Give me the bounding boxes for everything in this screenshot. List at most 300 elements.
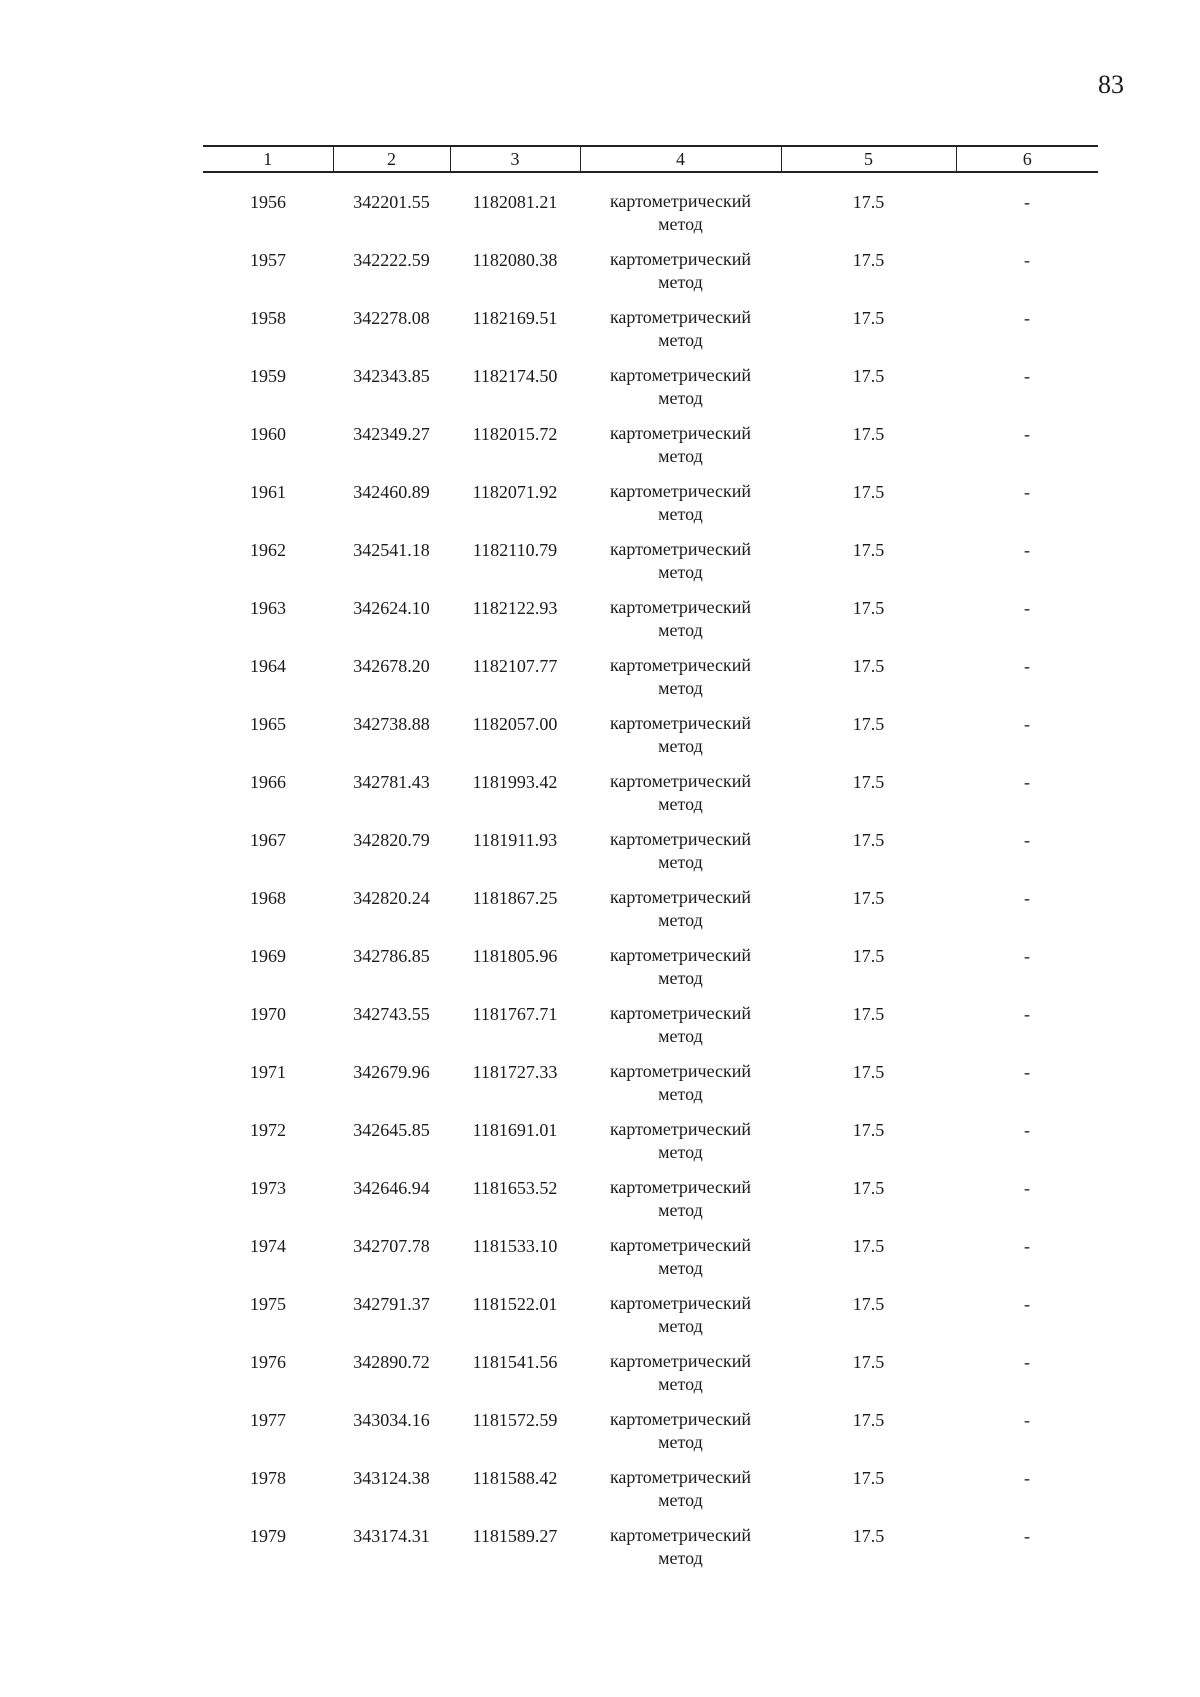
note-cell (956, 538, 1098, 596)
y-coordinate-cell (450, 596, 580, 654)
point-number-cell (203, 1118, 333, 1176)
accuracy-text: 17.5 (852, 250, 885, 270)
method-cell (580, 1002, 781, 1060)
accuracy-cell (781, 422, 956, 480)
point-number-text: 1964 (250, 656, 286, 676)
point-number-text: 1976 (250, 1352, 286, 1372)
method-cell (580, 1408, 781, 1466)
note-cell (956, 886, 1098, 944)
accuracy-text: 17.5 (852, 1526, 885, 1546)
note-cell (956, 422, 1098, 480)
note-text: - (1024, 424, 1030, 444)
point-number-text: 1972 (250, 1120, 286, 1140)
point-number-text: 1956 (250, 192, 286, 212)
y-coordinate-text: 1181727.33 (472, 1062, 558, 1082)
note-text: - (1024, 772, 1030, 792)
y-coordinate-cell (450, 1292, 580, 1350)
note-cell (956, 654, 1098, 712)
note-cell (956, 1002, 1098, 1060)
accuracy-cell (781, 828, 956, 886)
point-number-cell (203, 1408, 333, 1466)
point-number-cell (203, 1176, 333, 1234)
note-cell (956, 248, 1098, 306)
method-text: картометрический метод (609, 365, 752, 408)
y-coordinate-cell (450, 306, 580, 364)
table-header (203, 146, 1098, 172)
point-number-text: 1963 (250, 598, 286, 618)
note-text: - (1024, 366, 1030, 386)
y-coordinate-text: 1182110.79 (472, 540, 558, 560)
note-cell (956, 828, 1098, 886)
table-row (203, 538, 1098, 596)
coordinates-table (203, 145, 1098, 1582)
y-coordinate-cell (450, 1408, 580, 1466)
point-number-cell (203, 886, 333, 944)
method-text: картометрический метод (609, 887, 752, 930)
accuracy-cell (781, 944, 956, 1002)
accuracy-cell (781, 248, 956, 306)
method-text: картометрический метод (609, 1119, 752, 1162)
note-text: - (1024, 1468, 1030, 1488)
table-row (203, 596, 1098, 654)
method-cell (580, 1524, 781, 1582)
note-cell (956, 1176, 1098, 1234)
y-coordinate-cell (450, 1524, 580, 1582)
point-number-cell (203, 364, 333, 422)
x-coordinate-text: 343124.38 (353, 1468, 430, 1488)
y-coordinate-text: 1181533.10 (472, 1236, 558, 1256)
y-coordinate-cell (450, 480, 580, 538)
y-coordinate-text: 1182174.50 (472, 366, 558, 386)
point-number-text: 1979 (250, 1526, 286, 1546)
accuracy-text: 17.5 (852, 888, 885, 908)
point-number-cell (203, 1350, 333, 1408)
method-cell (580, 596, 781, 654)
method-cell (580, 1176, 781, 1234)
note-text: - (1024, 482, 1030, 502)
accuracy-cell (781, 1350, 956, 1408)
point-number-cell (203, 172, 333, 248)
x-coordinate-text: 342820.79 (353, 830, 430, 850)
method-cell (580, 828, 781, 886)
method-text: картометрический метод (609, 307, 752, 350)
x-coordinate-text: 342645.85 (353, 1120, 430, 1140)
note-cell (956, 172, 1098, 248)
point-number-cell (203, 1002, 333, 1060)
x-coordinate-cell (333, 944, 450, 1002)
x-coordinate-cell (333, 1292, 450, 1350)
x-coordinate-text: 342707.78 (353, 1236, 430, 1256)
method-text: картометрический метод (609, 597, 752, 640)
y-coordinate-text: 1182057.00 (472, 714, 558, 734)
note-text: - (1024, 714, 1030, 734)
point-number-cell (203, 654, 333, 712)
point-number-text: 1977 (250, 1410, 286, 1430)
y-coordinate-text: 1182081.21 (472, 192, 558, 212)
note-text: - (1024, 540, 1030, 560)
note-text: - (1024, 1120, 1030, 1140)
accuracy-text: 17.5 (852, 1178, 885, 1198)
y-coordinate-cell (450, 1060, 580, 1118)
x-coordinate-cell (333, 886, 450, 944)
point-number-text: 1961 (250, 482, 286, 502)
y-coordinate-cell (450, 770, 580, 828)
accuracy-cell (781, 770, 956, 828)
note-text: - (1024, 1004, 1030, 1024)
note-text: - (1024, 308, 1030, 328)
method-cell (580, 1060, 781, 1118)
accuracy-text: 17.5 (852, 1352, 885, 1372)
y-coordinate-text: 1181767.71 (472, 1004, 558, 1024)
x-coordinate-text: 342786.85 (353, 946, 430, 966)
accuracy-cell (781, 596, 956, 654)
x-coordinate-text: 342678.20 (353, 656, 430, 676)
point-number-text: 1960 (250, 424, 286, 444)
note-cell (956, 944, 1098, 1002)
method-cell (580, 248, 781, 306)
x-coordinate-cell (333, 1408, 450, 1466)
table-row (203, 364, 1098, 422)
point-number-cell (203, 480, 333, 538)
method-cell (580, 306, 781, 364)
y-coordinate-cell (450, 886, 580, 944)
x-coordinate-text: 342743.55 (353, 1004, 430, 1024)
table-row (203, 1234, 1098, 1292)
y-coordinate-cell (450, 422, 580, 480)
table-row (203, 422, 1098, 480)
x-coordinate-cell (333, 654, 450, 712)
method-cell (580, 654, 781, 712)
y-coordinate-cell (450, 828, 580, 886)
y-coordinate-cell (450, 712, 580, 770)
point-number-cell (203, 944, 333, 1002)
x-coordinate-cell (333, 1350, 450, 1408)
point-number-cell (203, 1524, 333, 1582)
x-coordinate-cell (333, 1524, 450, 1582)
point-number-cell (203, 248, 333, 306)
accuracy-text: 17.5 (852, 1236, 885, 1256)
accuracy-cell (781, 1292, 956, 1350)
accuracy-text: 17.5 (852, 1004, 885, 1024)
accuracy-text: 17.5 (852, 424, 885, 444)
header-col-5: 5 (781, 146, 956, 172)
note-cell (956, 1408, 1098, 1466)
y-coordinate-cell (450, 944, 580, 1002)
point-number-text: 1965 (250, 714, 286, 734)
point-number-cell (203, 1292, 333, 1350)
y-coordinate-text: 1181911.93 (472, 830, 558, 850)
x-coordinate-cell (333, 1466, 450, 1524)
table-row (203, 770, 1098, 828)
accuracy-text: 17.5 (852, 598, 885, 618)
header-row (203, 146, 1098, 172)
x-coordinate-cell (333, 1234, 450, 1292)
table-row (203, 886, 1098, 944)
note-cell (956, 1466, 1098, 1524)
method-text: картометрический метод (609, 1351, 752, 1394)
table-row (203, 248, 1098, 306)
note-text: - (1024, 250, 1030, 270)
y-coordinate-text: 1181691.01 (472, 1120, 558, 1140)
y-coordinate-cell (450, 654, 580, 712)
x-coordinate-text: 342201.55 (353, 192, 430, 212)
method-cell (580, 1292, 781, 1350)
x-coordinate-cell (333, 172, 450, 248)
table-body (203, 172, 1098, 1582)
x-coordinate-text: 342278.08 (353, 308, 430, 328)
x-coordinate-cell (333, 480, 450, 538)
accuracy-cell (781, 886, 956, 944)
x-coordinate-text: 342222.59 (353, 250, 430, 270)
point-number-cell (203, 1466, 333, 1524)
x-coordinate-text: 342738.88 (353, 714, 430, 734)
accuracy-cell (781, 1466, 956, 1524)
x-coordinate-cell (333, 306, 450, 364)
point-number-text: 1962 (250, 540, 286, 560)
y-coordinate-cell (450, 1466, 580, 1524)
point-number-cell (203, 1234, 333, 1292)
accuracy-cell (781, 364, 956, 422)
point-number-text: 1966 (250, 772, 286, 792)
y-coordinate-text: 1182080.38 (472, 250, 558, 270)
table-row (203, 1176, 1098, 1234)
accuracy-cell (781, 480, 956, 538)
method-cell (580, 712, 781, 770)
note-cell (956, 1118, 1098, 1176)
note-text: - (1024, 1294, 1030, 1314)
x-coordinate-text: 343174.31 (353, 1526, 430, 1546)
point-number-text: 1959 (250, 366, 286, 386)
method-text: картометрический метод (609, 481, 752, 524)
table-row (203, 712, 1098, 770)
method-cell (580, 538, 781, 596)
point-number-text: 1958 (250, 308, 286, 328)
y-coordinate-text: 1181653.52 (472, 1178, 558, 1198)
note-cell (956, 1060, 1098, 1118)
note-cell (956, 306, 1098, 364)
accuracy-cell (781, 172, 956, 248)
y-coordinate-text: 1181589.27 (472, 1526, 558, 1546)
point-number-cell (203, 306, 333, 364)
table-row (203, 828, 1098, 886)
x-coordinate-cell (333, 596, 450, 654)
y-coordinate-cell (450, 172, 580, 248)
x-coordinate-text: 342890.72 (353, 1352, 430, 1372)
y-coordinate-text: 1181867.25 (472, 888, 558, 908)
method-cell (580, 1350, 781, 1408)
accuracy-text: 17.5 (852, 714, 885, 734)
table-row (203, 1350, 1098, 1408)
x-coordinate-text: 343034.16 (353, 1410, 430, 1430)
method-cell (580, 886, 781, 944)
accuracy-text: 17.5 (852, 192, 885, 212)
note-cell (956, 596, 1098, 654)
method-cell (580, 480, 781, 538)
method-text: картометрический метод (609, 423, 752, 466)
y-coordinate-cell (450, 248, 580, 306)
table-row (203, 1408, 1098, 1466)
method-cell (580, 1234, 781, 1292)
y-coordinate-cell (450, 1234, 580, 1292)
note-cell (956, 770, 1098, 828)
y-coordinate-text: 1181588.42 (472, 1468, 558, 1488)
x-coordinate-text: 342541.18 (353, 540, 430, 560)
note-text: - (1024, 656, 1030, 676)
y-coordinate-text: 1182071.92 (472, 482, 558, 502)
accuracy-cell (781, 1524, 956, 1582)
method-text: картометрический метод (609, 1003, 752, 1046)
method-cell (580, 172, 781, 248)
accuracy-cell (781, 1060, 956, 1118)
x-coordinate-text: 342820.24 (353, 888, 430, 908)
x-coordinate-text: 342791.37 (353, 1294, 430, 1314)
table-row (203, 944, 1098, 1002)
method-text: картометрический метод (609, 1061, 752, 1104)
method-cell (580, 1466, 781, 1524)
note-cell (956, 1350, 1098, 1408)
y-coordinate-cell (450, 1002, 580, 1060)
note-cell (956, 480, 1098, 538)
table-row (203, 1060, 1098, 1118)
point-number-text: 1973 (250, 1178, 286, 1198)
y-coordinate-cell (450, 1176, 580, 1234)
point-number-text: 1978 (250, 1468, 286, 1488)
method-cell (580, 364, 781, 422)
method-text: картометрический метод (609, 1293, 752, 1336)
y-coordinate-text: 1181522.01 (472, 1294, 558, 1314)
note-text: - (1024, 1526, 1030, 1546)
x-coordinate-cell (333, 712, 450, 770)
accuracy-cell (781, 1176, 956, 1234)
x-coordinate-text: 342624.10 (353, 598, 430, 618)
note-cell (956, 1524, 1098, 1582)
point-number-text: 1969 (250, 946, 286, 966)
x-coordinate-cell (333, 770, 450, 828)
accuracy-text: 17.5 (852, 482, 885, 502)
accuracy-text: 17.5 (852, 1120, 885, 1140)
method-text: картометрический метод (609, 829, 752, 872)
accuracy-text: 17.5 (852, 656, 885, 676)
y-coordinate-text: 1182122.93 (472, 598, 558, 618)
note-text: - (1024, 1178, 1030, 1198)
accuracy-text: 17.5 (852, 946, 885, 966)
y-coordinate-text: 1182015.72 (472, 424, 558, 444)
accuracy-text: 17.5 (852, 540, 885, 560)
note-text: - (1024, 888, 1030, 908)
method-text: картометрический метод (609, 655, 752, 698)
accuracy-cell (781, 654, 956, 712)
method-text: картометрический метод (609, 191, 752, 234)
method-text: картометрический метод (609, 771, 752, 814)
x-coordinate-cell (333, 1118, 450, 1176)
point-number-text: 1970 (250, 1004, 286, 1024)
y-coordinate-text: 1181805.96 (472, 946, 558, 966)
x-coordinate-cell (333, 364, 450, 422)
note-text: - (1024, 1410, 1030, 1430)
point-number-text: 1971 (250, 1062, 286, 1082)
accuracy-text: 17.5 (852, 1062, 885, 1082)
method-text: картометрический метод (609, 249, 752, 292)
note-text: - (1024, 1062, 1030, 1082)
x-coordinate-text: 342460.89 (353, 482, 430, 502)
point-number-text: 1957 (250, 250, 286, 270)
accuracy-cell (781, 538, 956, 596)
method-cell (580, 944, 781, 1002)
table-row (203, 172, 1098, 248)
x-coordinate-cell (333, 1002, 450, 1060)
note-text: - (1024, 598, 1030, 618)
method-cell (580, 1118, 781, 1176)
x-coordinate-cell (333, 538, 450, 596)
point-number-text: 1968 (250, 888, 286, 908)
point-number-cell (203, 538, 333, 596)
x-coordinate-cell (333, 248, 450, 306)
y-coordinate-cell (450, 364, 580, 422)
point-number-text: 1967 (250, 830, 286, 850)
x-coordinate-cell (333, 1176, 450, 1234)
point-number-cell (203, 828, 333, 886)
x-coordinate-text: 342349.27 (353, 424, 430, 444)
point-number-cell (203, 1060, 333, 1118)
note-cell (956, 1234, 1098, 1292)
note-text: - (1024, 830, 1030, 850)
x-coordinate-text: 342646.94 (353, 1178, 430, 1198)
method-text: картометрический метод (609, 1235, 752, 1278)
accuracy-cell (781, 306, 956, 364)
method-cell (580, 770, 781, 828)
method-text: картометрический метод (609, 1409, 752, 1452)
y-coordinate-text: 1181572.59 (472, 1410, 558, 1430)
accuracy-cell (781, 1234, 956, 1292)
y-coordinate-cell (450, 1118, 580, 1176)
method-text: картометрический метод (609, 1467, 752, 1510)
point-number-cell (203, 596, 333, 654)
y-coordinate-text: 1181993.42 (472, 772, 558, 792)
header-col-1: 1 (203, 146, 333, 172)
x-coordinate-text: 342343.85 (353, 366, 430, 386)
header-col-3: 3 (450, 146, 580, 172)
method-text: картометрический метод (609, 1177, 752, 1220)
table-row (203, 1002, 1098, 1060)
accuracy-cell (781, 1118, 956, 1176)
accuracy-text: 17.5 (852, 1468, 885, 1488)
y-coordinate-cell (450, 538, 580, 596)
accuracy-text: 17.5 (852, 366, 885, 386)
table-row (203, 654, 1098, 712)
note-text: - (1024, 1236, 1030, 1256)
table-row (203, 480, 1098, 538)
note-cell (956, 364, 1098, 422)
note-text: - (1024, 946, 1030, 966)
method-text: картометрический метод (609, 945, 752, 988)
note-cell (956, 712, 1098, 770)
point-number-cell (203, 422, 333, 480)
accuracy-text: 17.5 (852, 772, 885, 792)
x-coordinate-cell (333, 1060, 450, 1118)
x-coordinate-cell (333, 422, 450, 480)
point-number-cell (203, 712, 333, 770)
header-col-2: 2 (333, 146, 450, 172)
page-number: 83 (1098, 70, 1124, 99)
table-row (203, 1524, 1098, 1582)
accuracy-text: 17.5 (852, 1410, 885, 1430)
method-text: картометрический метод (609, 1525, 752, 1568)
method-cell (580, 422, 781, 480)
table-row (203, 1292, 1098, 1350)
note-cell (956, 1292, 1098, 1350)
accuracy-text: 17.5 (852, 308, 885, 328)
table-row (203, 306, 1098, 364)
